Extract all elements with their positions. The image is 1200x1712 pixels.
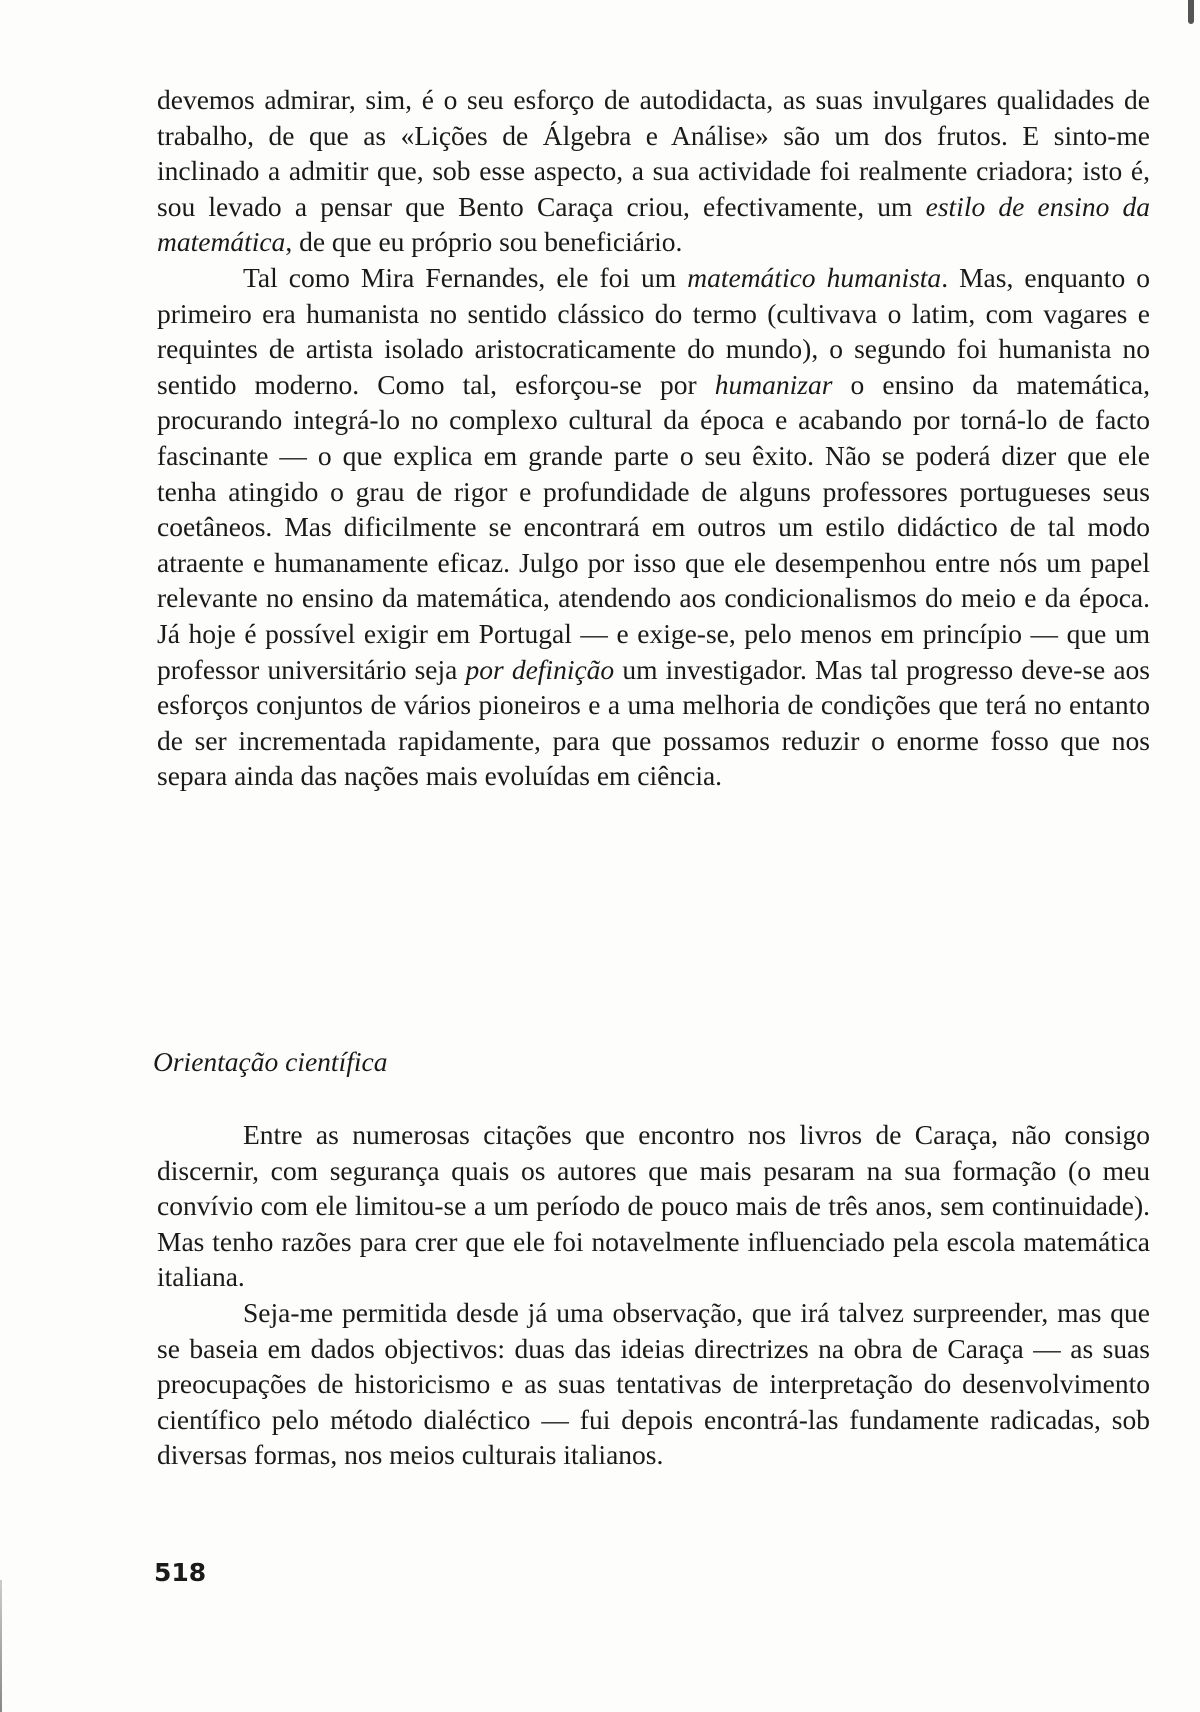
text-run: devemos admirar, sim, é o seu esforço de autodidacta, as suas invulgares qualidades de trabalho, de que as «Lições de Álgebra e Análise» são um dos frutos. E sinto-me inclinado a admitir que, sob esse aspecto, a sua actividade foi realmente criadora; isto é, sou levado a pensar que Bento Caraça criou, efectivamente, um: [157, 84, 1150, 222]
body-text-top: [157, 82, 1150, 794]
italic-text: estilo de ensino da matemática: [157, 190, 1151, 258]
text-run: o ensino da matemática, procurando integrá-lo no complexo cultural da época e acabando por torná-lo de facto fascinante — o que explica em grande parte o seu êxito. Não se poderá dizer que ele tenha atingido o grau de rigor e profundidade de alguns professores portugueses seus coetâneos. Mas dificilmente se encontrará em outros um estilo didáctico de tal modo atraente e humanamente eficaz. Julgo por isso que ele desempenhou entre nós um papel relevante no ensino da matemática, atendendo aos condicionalismos do meio e da época. Já hoje é possível exigir em Portugal — e exige-se, pelo menos em princípio — que um professor universitário seja: [157, 368, 1150, 685]
paragraph: [157, 260, 1150, 794]
text-run: um investigador. Mas tal progresso deve-se aos esforços conjuntos de vários pioneiros e a uma melhoria de condições que terá no entanto de ser incrementada rapidamente, para que possamos reduzir o enorme fosso que nos separa ainda das nações mais evoluídas em ciência.: [157, 653, 1150, 792]
page-number: 518: [154, 1558, 207, 1587]
body-text-bottom: [157, 1117, 1150, 1473]
text-run: , de que eu próprio sou beneficiário.: [285, 226, 683, 258]
italic-text: matemático humanista: [687, 261, 942, 293]
section-heading: Orientação científica: [153, 1046, 388, 1077]
paragraph: [157, 1117, 1150, 1295]
italic-text: humanizar: [714, 368, 833, 400]
scan-corner-mark: [1188, 0, 1194, 24]
scan-edge-line: [0, 1580, 2, 1712]
text-run: Seja-me permitida desde já uma observação, que irá talvez surpreender, mas que se baseia em dados objectivos: duas das ideias directrizes na obra de Caraça — as suas preocupações de historicismo e as suas tentativas de interpretação do desenvolvimento científico pelo método dialéctico — fui depois encontrá-las fundamente radicadas, sob diversas formas, nos meios culturais italianos.: [157, 1296, 1150, 1471]
italic-text: por definição: [465, 653, 615, 685]
text-run: Entre as numerosas citações que encontro nos livros de Caraça, não consigo discernir, com segurança quais os autores que mais pesaram na sua formação (o meu convívio com ele limitou-se a um período de pouco mais de três anos, sem continuidade). Mas tenho razões para crer que ele foi notavelmente influenciado pela escola matemática italiana.: [157, 1119, 1150, 1293]
paragraph: [157, 1295, 1150, 1473]
text-run: . Mas, enquanto o primeiro era humanista no sentido clássico do termo (cultivava o latim, com vagares e requintes de artista isolado aristocraticamente do mundo), o segundo foi humanista no sentido moderno. Como tal, esforçou-se por: [157, 261, 1150, 400]
paragraph: [157, 82, 1150, 260]
text-run: Tal como Mira Fernandes, ele foi um: [243, 261, 688, 293]
